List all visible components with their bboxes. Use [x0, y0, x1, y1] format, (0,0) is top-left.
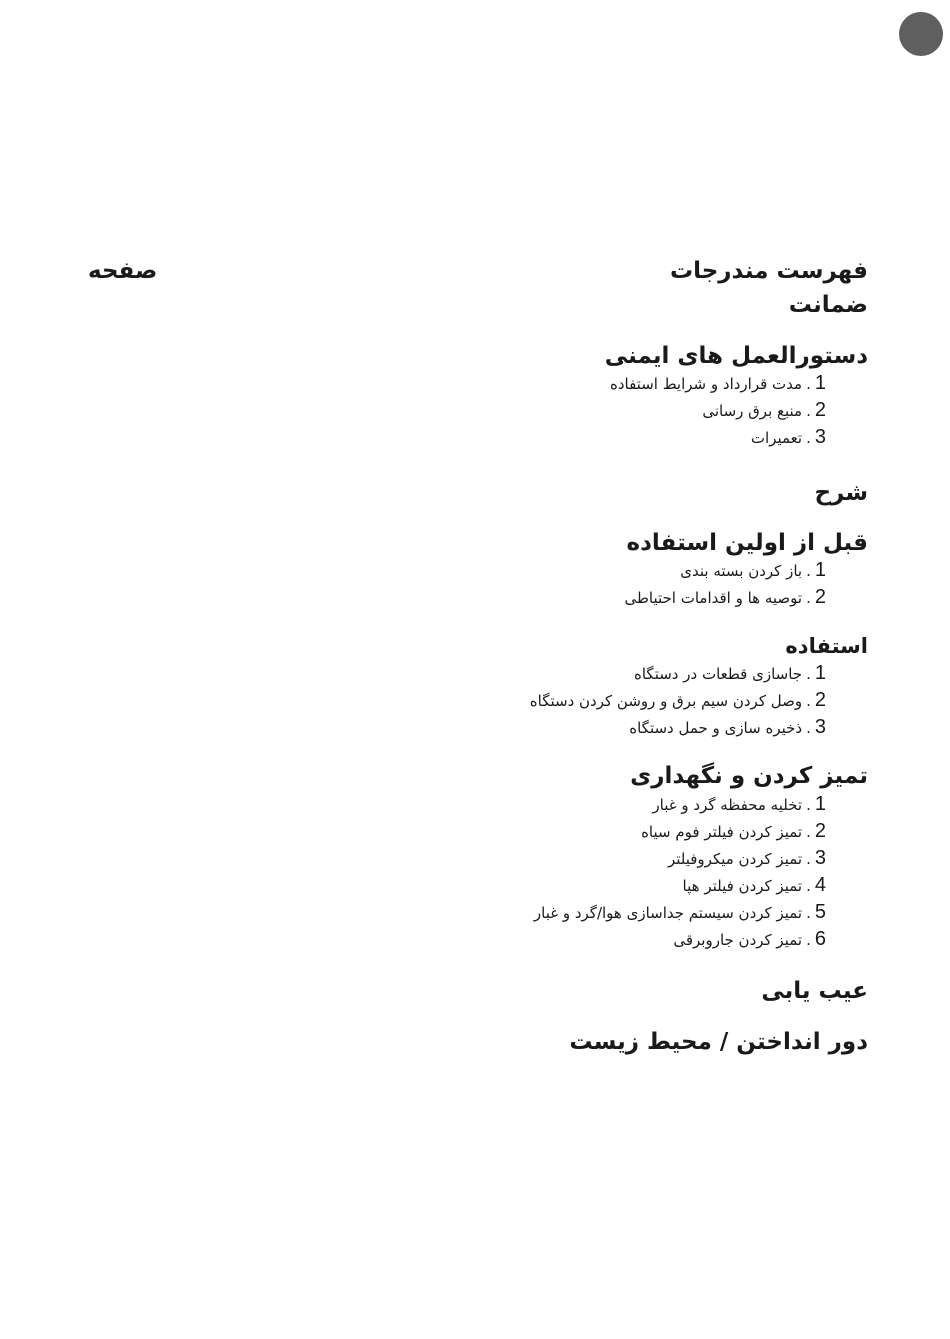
- list-item: 2 . منبع برق رسانی: [702, 399, 826, 421]
- list-item: 3 . تعمیرات: [750, 426, 826, 448]
- list-item: 1 . مدت قرارداد و شرایط استفاده: [609, 372, 826, 394]
- list-item: 3 . ذخیره سازی و حمل دستگاه: [629, 716, 826, 738]
- section-warranty: ضمانت: [788, 292, 868, 318]
- page-column-header: صفحه: [88, 258, 158, 284]
- section-usage: استفاده: [785, 634, 868, 658]
- list-item: 1 . تخلیه محفظه گرد و غبار: [652, 793, 826, 815]
- list-item: 5 . تمیز کردن سیستم جداسازی هوا/گرد و غبار: [533, 901, 826, 923]
- list-item: 4 . تمیز کردن فیلتر هپا: [682, 874, 826, 896]
- section-cleaning: تمیز کردن و نگهداری: [630, 763, 868, 789]
- list-item: 1 . جاسازی قطعات در دستگاه: [634, 662, 826, 684]
- list-item: 1 . باز کردن بسته بندی: [680, 559, 826, 581]
- toc-title: فهرست مندرجات: [669, 258, 868, 284]
- list-item: 2 . وصل کردن سیم برق و روشن کردن دستگاه: [529, 689, 826, 711]
- section-safety: دستورالعمل های ایمنی: [604, 343, 868, 369]
- list-item: 2 . تمیز کردن فیلتر فوم سیاه: [641, 820, 826, 842]
- section-disposal: دور انداختن / محیط زیست: [569, 1029, 868, 1055]
- section-troubleshooting: عیب یابی: [761, 978, 868, 1004]
- page-marker-dot: [899, 12, 943, 56]
- list-item: 6 . تمیز کردن جاروبرقی: [673, 928, 826, 950]
- section-before-first-use: قبل از اولین استفاده: [626, 530, 868, 556]
- list-item: 2 . توصیه ها و اقدامات احتیاطی: [624, 586, 826, 608]
- section-description: شرح: [814, 480, 868, 506]
- list-item: 3 . تمیز کردن میکروفیلتر: [667, 847, 826, 869]
